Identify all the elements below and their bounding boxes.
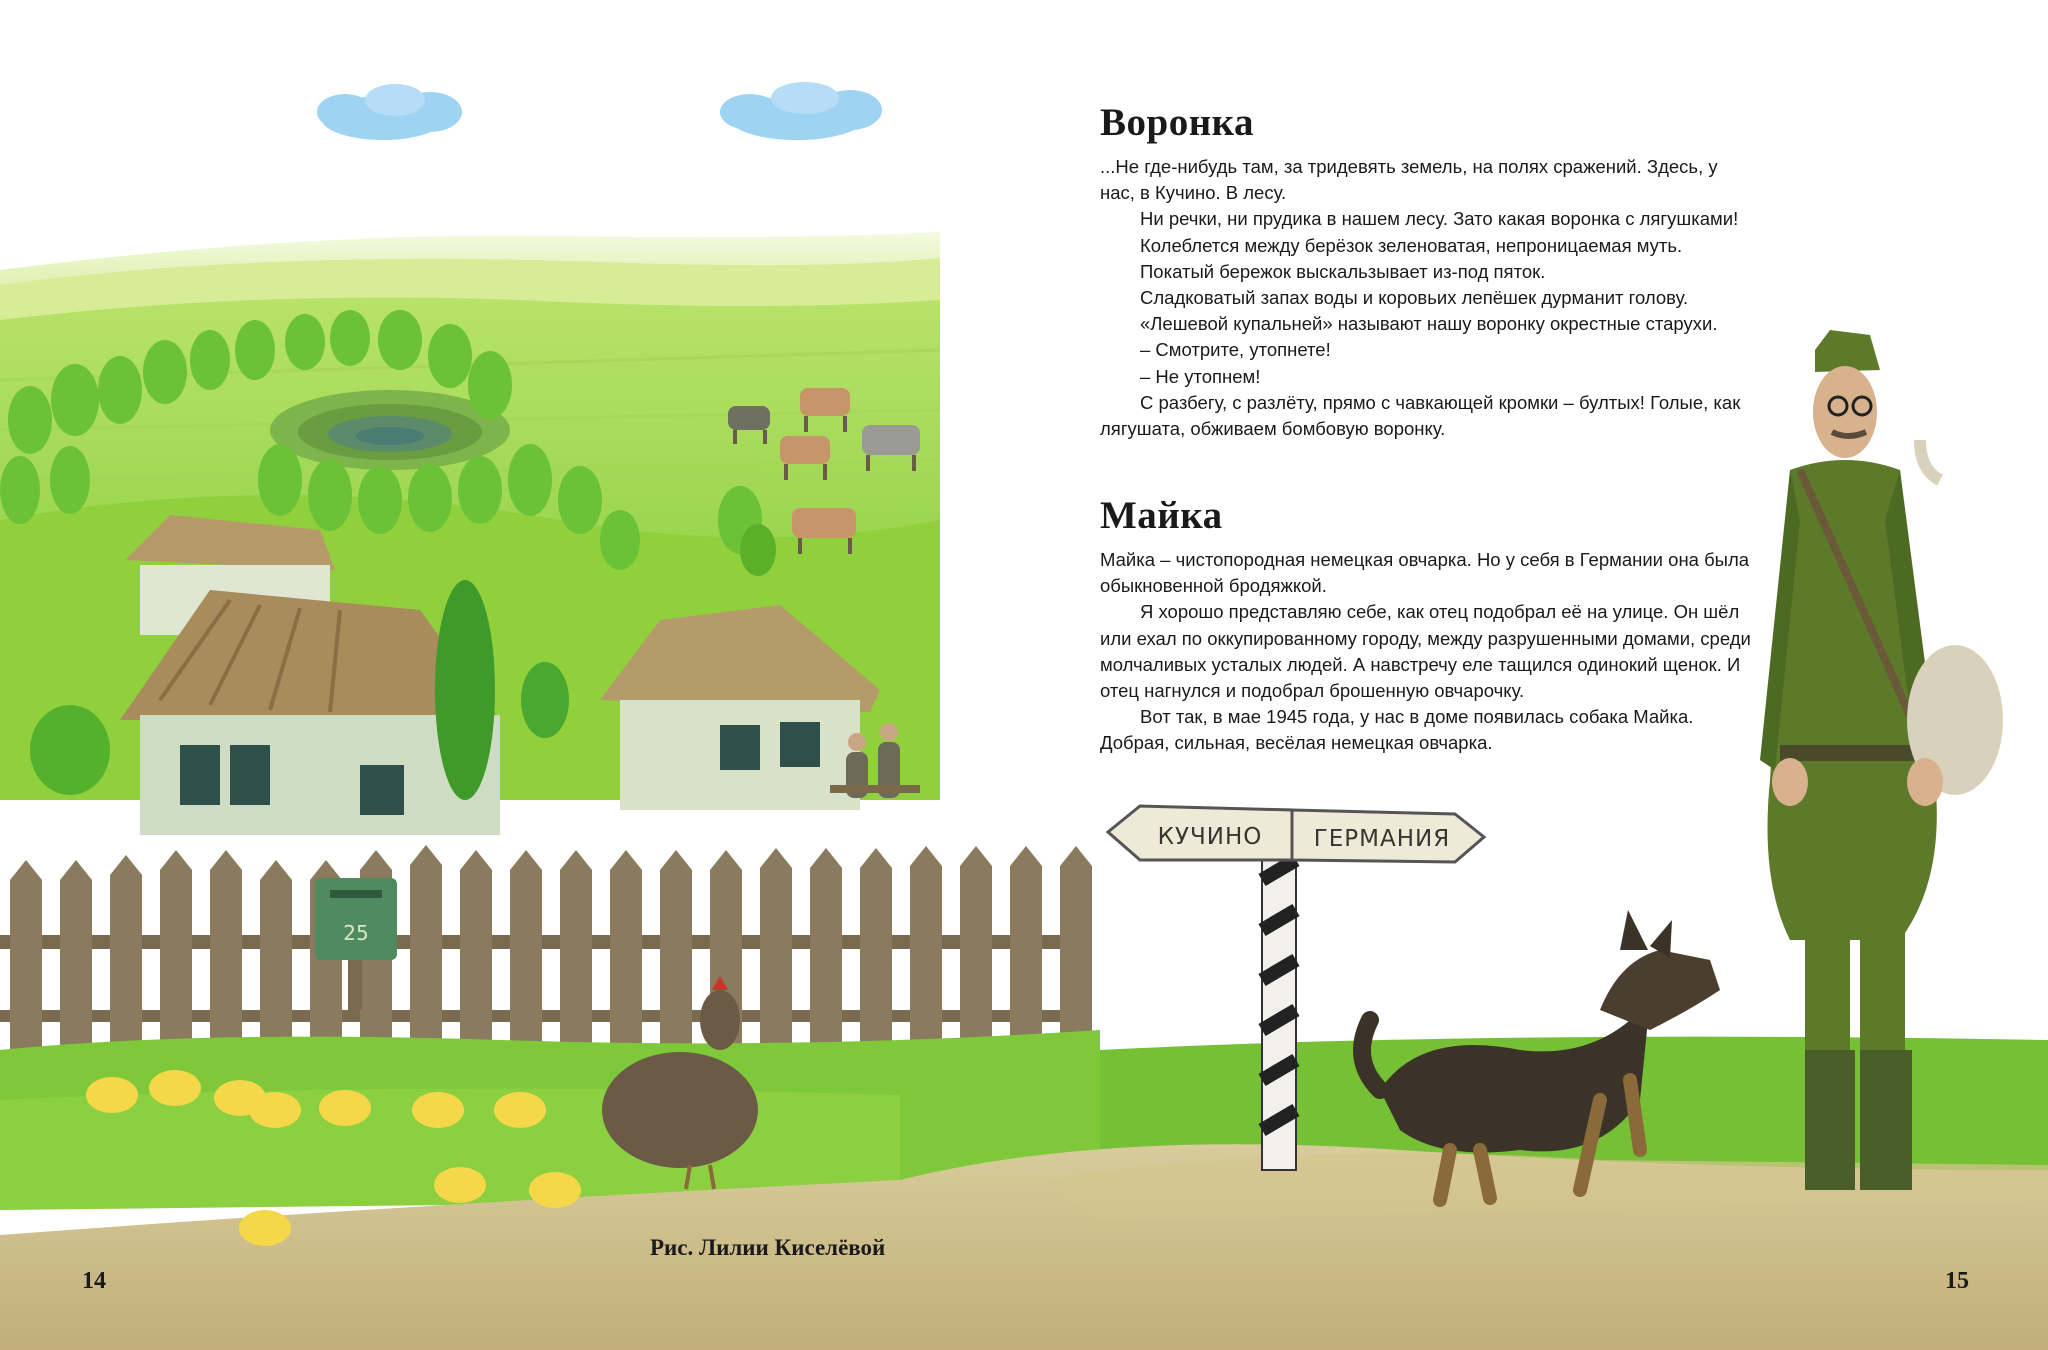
cloud-left xyxy=(317,84,462,140)
paragraph: Вот так, в мае 1945 года, у нас в доме появилась собака Майка. Добрая, сильная, весёлая немецкая овчарка. xyxy=(1100,706,1694,754)
section-title-voronka: Воронка xyxy=(1100,101,1255,144)
signpost-label-germany: ГЕРМАНИЯ xyxy=(1313,826,1451,852)
mailbox-number: 25 xyxy=(343,921,369,945)
signpost-label-kuchino: КУЧИНО xyxy=(1157,824,1263,850)
page-number-right: 15 xyxy=(1945,1268,1969,1294)
paragraph: Сладковатый запах воды и коровьих лепёшек дурманит голову. xyxy=(1140,287,1689,309)
section-title-maika: Майка xyxy=(1100,494,1223,537)
section-body-maika xyxy=(1100,547,1754,757)
paragraph: – Смотрите, утопнете! xyxy=(1140,339,1331,361)
paragraph: ...Не где-нибудь там, за тридевять земель, на полях сражений. Здесь, у нас, в Кучино. В лесу. xyxy=(1100,156,1718,204)
paragraph: Колеблется между берёзок зеленоватая, непроницаемая муть. xyxy=(1140,234,1683,256)
section-body-voronka xyxy=(1100,154,1754,442)
illustration-caption: Рис. Лилии Киселёвой xyxy=(650,1235,886,1260)
page-number-left: 14 xyxy=(82,1268,106,1294)
paragraph: Ни речки, ни прудика в нашем лесу. Зато какая воронка с лягушками! xyxy=(1140,208,1739,230)
paragraph: Майка – чистопородная немецкая овчарка. Но у себя в Германии она была обыкновенной бродяжкой. xyxy=(1100,549,1750,597)
cloud-right xyxy=(720,82,882,140)
paragraph: Покатый бережок выскальзывает из-под пяток. xyxy=(1140,260,1546,282)
paragraph: С разбегу, с разлёту, прямо с чавкающей кромки – бултых! Голые, как лягушата, обживаем бомбовую воронку. xyxy=(1100,391,1741,440)
paragraph: Я хорошо представляю себе, как отец подобрал её на улице. Он шёл или ехал по оккупированному городу, между разрушенными домами, среди молчаливых усталых людей. А навстречу еле тащился одинокий щенок. И отец нагнулся и подобрал брошенную овчарочку. xyxy=(1100,601,1751,702)
paragraph: – Не утопнем! xyxy=(1140,365,1261,387)
paragraph: «Лешевой купальней» называют нашу воронку окрестные старухи. xyxy=(1140,313,1718,335)
